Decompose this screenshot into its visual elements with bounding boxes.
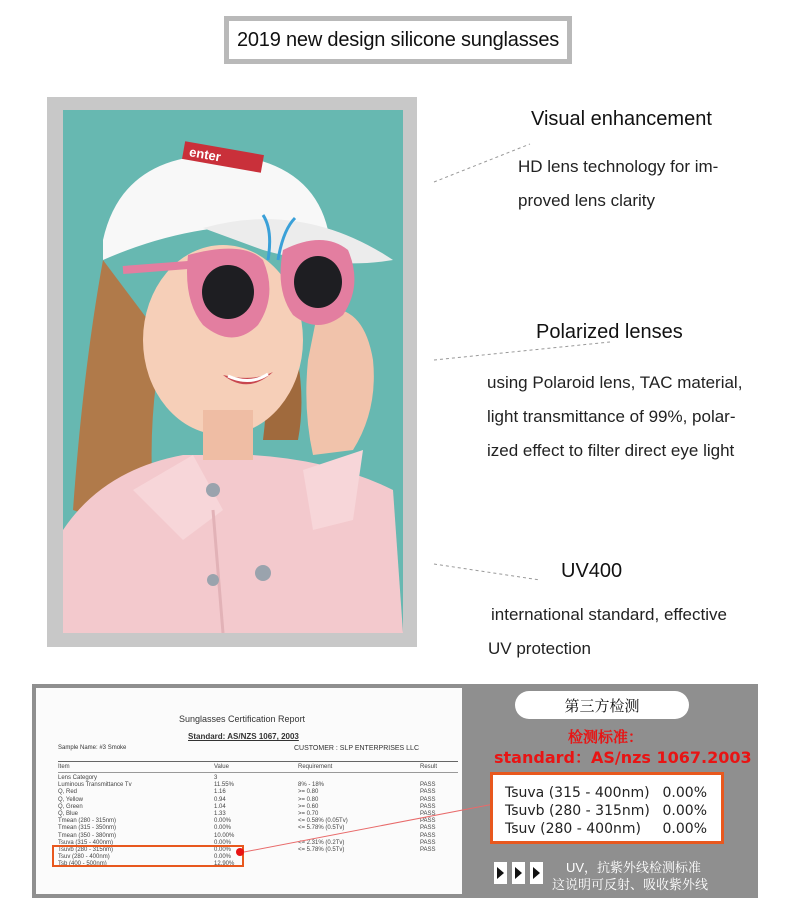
- uv-note-line1: UV，抗紫外线检测标准: [566, 860, 702, 875]
- report-col-value: Value: [214, 764, 229, 770]
- report-divider: [58, 761, 458, 762]
- report-cell: PASS: [420, 789, 436, 796]
- report-cell: 12.90%: [214, 861, 235, 868]
- standard-label-en: standard：AS/nzs 1067.2003: [494, 748, 752, 767]
- report-cell: Q, Green: [58, 803, 83, 810]
- report-cell: Q, Blue: [58, 811, 79, 817]
- feature-text-line: HD lens technology for im-: [518, 157, 719, 176]
- report-col-requirement: Requirement: [298, 764, 333, 770]
- uv-result-label: Tsuvb (280 - 315nm): [505, 803, 650, 819]
- cap-logo-text: enter: [188, 144, 223, 165]
- uv-result-label: Tsuv (280 - 400nm): [505, 821, 641, 837]
- report-cell: 0.00%: [214, 847, 232, 853]
- feature-text-line: light transmittance of 99%, polar-: [487, 407, 736, 426]
- report-cell: <= 0.58% (0.05Tv): [298, 818, 348, 825]
- report-cell: 1.04: [214, 803, 226, 810]
- report-cell: Tmean (280 - 315nm): [58, 818, 117, 825]
- report-cell: Tsb (400 - 500nm): [58, 861, 107, 868]
- report-cell: Tsuvb (280 - 315nm): [58, 847, 114, 853]
- page-title: 2019 new design silicone sunglasses: [236, 28, 560, 51]
- feature-text-line: proved lens clarity: [518, 191, 656, 210]
- pointer-line-1: [432, 142, 532, 186]
- arrow-right-icon: [512, 862, 525, 884]
- report-cell: Tsuva (315 - 400nm): [58, 839, 114, 846]
- standard-label-cn: 检测标准：: [568, 729, 644, 746]
- report-cell: <= 5.78% (0.5Tv): [298, 847, 345, 853]
- connector-line: [240, 800, 500, 860]
- report-cell: Lens Category: [58, 775, 98, 781]
- arrow-right-icon: [530, 862, 543, 884]
- report-cell: 0.00%: [214, 818, 232, 825]
- pointer-line-3: [432, 560, 542, 584]
- uv-result-value: 0.00%: [662, 821, 707, 837]
- uv-result-label: Tsuva (315 - 400nm): [505, 785, 650, 801]
- report-cell: 10.00%: [214, 832, 235, 839]
- feature-text-line: ized effect to filter direct eye light: [487, 441, 735, 460]
- uv-results-box: [490, 772, 724, 844]
- report-cell: >= 0.60: [298, 803, 319, 810]
- report-cell: <= 5.78% (0.5Tv): [298, 825, 345, 832]
- report-cell: Tmean (350 - 380nm): [58, 832, 117, 839]
- third-party-badge-label: 第三方检测: [564, 697, 640, 715]
- uv-result-value: 0.00%: [662, 803, 707, 819]
- girl-with-sunglasses-illustration: [63, 110, 403, 633]
- certification-report: [36, 688, 462, 894]
- report-cell: PASS: [420, 811, 436, 817]
- report-cell: 3: [214, 775, 218, 781]
- report-cell: 0.00%: [214, 854, 232, 861]
- report-cell: >= 0.70: [298, 811, 319, 817]
- report-cell: 1.16: [214, 789, 226, 796]
- report-cell: Tsuv (280 - 400nm): [58, 854, 110, 861]
- report-cell: Q, Yellow: [58, 796, 84, 803]
- report-cell: <= 2.31% (0.2Tv): [298, 839, 345, 846]
- report-sample: Sample Name: #3 Smoke: [58, 745, 127, 751]
- report-cell: PASS: [420, 803, 436, 810]
- arrow-right-icon: [494, 862, 507, 884]
- third-party-badge: [515, 691, 689, 719]
- feature-text-line: UV protection: [488, 639, 591, 658]
- uv-result-value: 0.00%: [662, 785, 707, 801]
- report-highlight-box: [52, 845, 244, 867]
- report-cell: PASS: [420, 839, 436, 846]
- feature-title-polarized: Polarized lenses: [536, 321, 683, 343]
- report-heading: Sunglasses Certification Report: [179, 714, 306, 724]
- report-cell: 0.00%: [214, 839, 232, 846]
- report-cell: PASS: [420, 847, 436, 853]
- report-cell: Luminous Transmittance Tv: [58, 782, 132, 789]
- feature-title-uv400: UV400: [561, 560, 623, 582]
- page-title-box: [224, 16, 572, 64]
- report-cell: Tmean (315 - 350nm): [58, 825, 117, 832]
- report-cell: 0.94: [214, 796, 226, 803]
- report-cell: 1.33: [214, 811, 226, 817]
- report-cell: 0.00%: [214, 825, 232, 832]
- report-col-result: Result: [420, 764, 438, 770]
- report-cell: 8% - 18%: [298, 782, 325, 789]
- report-cell: PASS: [420, 782, 436, 789]
- report-cell: PASS: [420, 832, 436, 839]
- feature-text-line: using Polaroid lens, TAC material,: [487, 373, 743, 392]
- report-cell: PASS: [420, 818, 436, 825]
- report-standard: Standard: AS/NZS 1067, 2003: [188, 732, 299, 741]
- uv-note-line2: 这说明可反射、吸收紫外线: [552, 877, 709, 892]
- report-col-item: Item: [58, 764, 70, 770]
- report-cell: >= 0.80: [298, 796, 319, 803]
- report-cell: >= 0.80: [298, 789, 319, 796]
- report-cell: 11.55%: [214, 782, 234, 789]
- feature-title-visual: Visual enhancement: [531, 108, 712, 130]
- report-customer: CUSTOMER : SLP ENTERPRISES LLC: [294, 745, 419, 752]
- feature-text-line: international standard, effective: [491, 605, 727, 624]
- report-cell: Q, Red: [58, 789, 78, 796]
- report-cell: PASS: [420, 825, 436, 832]
- report-cell: PASS: [420, 796, 436, 803]
- report-divider: [58, 772, 458, 773]
- product-photo: [63, 110, 403, 633]
